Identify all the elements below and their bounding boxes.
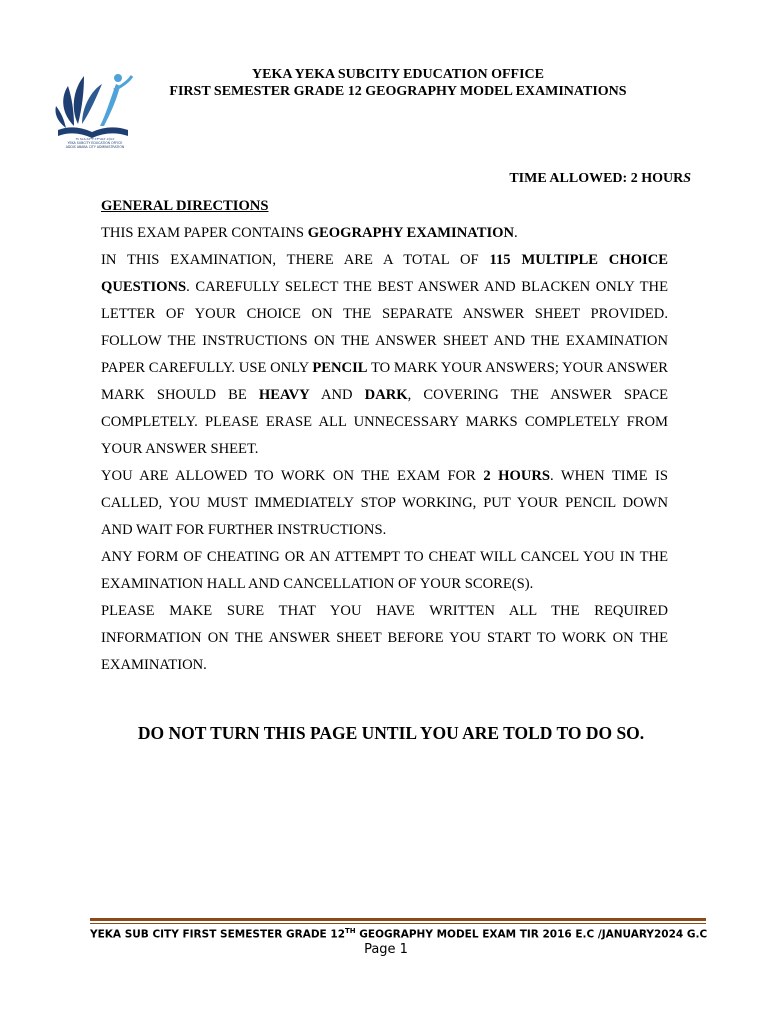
header-office-title: YEKA YEKA SUBCITY EDUCATION OFFICE (252, 67, 544, 82)
bold-text-run: PENCIL (312, 360, 368, 376)
text-run: . (514, 225, 518, 241)
page-number: Page 1 (364, 942, 408, 957)
exam-header (140, 66, 656, 100)
logo-caption-line: ADDIS ABABA CITY ADMINISTRATION (65, 145, 125, 149)
text-run: YOU ARE ALLOWED TO WORK ON THE EXAM FOR (101, 468, 484, 484)
footer-text: YEKA SUB CITY FIRST SEMESTER GRADE 12 (90, 928, 345, 941)
text-run: . CAREFULLY SELECT THE BEST ANSWER AND BLACKEN ONLY THE LETTER OF YOUR CHOICE ON THE SEPARATE ANSWER SHEET PROVIDED. FOLLOW THE INSTRUCTIONS ON THE ANSWER SHEET AND THE EXAMINATION PAPER CAREFULLY. USE ONLY (101, 279, 668, 376)
directions-title: GENERAL DIRECTIONS (101, 198, 269, 214)
direction-paragraph (101, 463, 668, 544)
time-allowed (509, 171, 691, 187)
footer-superscript: TH (345, 927, 356, 935)
education-office-logo (52, 64, 138, 156)
header-exam-title: FIRST SEMESTER GRADE 12 GEOGRAPHY MODEL EXAMINATIONS (169, 84, 627, 99)
general-directions (101, 193, 668, 679)
direction-paragraph (101, 220, 668, 247)
text-run: . WHEN TIME IS CALLED, YOU MUST IMMEDIATELY STOP WORKING, PUT YOUR PENCIL DOWN AND WAIT FOR FURTHER INSTRUCTIONS. (101, 468, 668, 538)
text-run: THIS EXAM PAPER CONTAINS (101, 225, 308, 241)
footer-rule-thin (90, 923, 706, 924)
time-allowed-text: TIME ALLOWED: 2 HOUR (509, 171, 684, 186)
time-allowed-suffix: S (683, 171, 691, 186)
direction-paragraph: ANY FORM OF CHEATING OR AN ATTEMPT TO CHEAT WILL CANCEL YOU IN THE EXAMINATION HALL AND CANCELLATION OF YOUR SCORE(S). (101, 549, 668, 592)
bold-text-run: DARK (364, 387, 408, 403)
text-run: TO MARK YOUR ANSWERS; YOUR ANSWER MARK SHOULD BE (101, 360, 668, 403)
direction-paragraph (101, 247, 668, 463)
text-run: AND (309, 387, 365, 403)
logo-caption-line: የካ ክፍለ ከተማ ትምህርት ጽ/ቤት (75, 137, 115, 141)
page-footer (90, 927, 706, 941)
bold-text-run: HEAVY (258, 387, 310, 403)
text-run: , COVERING THE ANSWER SPACE COMPLETELY. PLEASE ERASE ALL UNNECESSARY MARKS COMPLETELY FROM YOUR ANSWER SHEET. (101, 387, 668, 457)
bold-text-run: GEOGRAPHY EXAMINATION (307, 225, 515, 241)
footer-text: GEOGRAPHY MODEL EXAM TIR 2016 E.C /JANUARY2024 G.C (355, 928, 708, 941)
bold-text-run: 115 MULTIPLE CHOICE QUESTIONS (101, 252, 668, 295)
footer-rule (90, 918, 706, 921)
text-run: IN THIS EXAMINATION, THERE ARE A TOTAL OF (101, 252, 490, 268)
direction-paragraph: PLEASE MAKE SURE THAT YOU HAVE WRITTEN ALL THE REQUIRED INFORMATION ON THE ANSWER SHEET BEFORE YOU START TO WORK ON THE EXAMINATION. (101, 603, 668, 673)
do-not-turn-notice: DO NOT TURN THIS PAGE UNTIL YOU ARE TOLD TO DO SO. (137, 723, 645, 743)
logo-caption-line: YEKA SUBCITY EDUCATION OFFICE (67, 141, 123, 145)
bold-text-run: 2 HOURS (483, 468, 551, 484)
